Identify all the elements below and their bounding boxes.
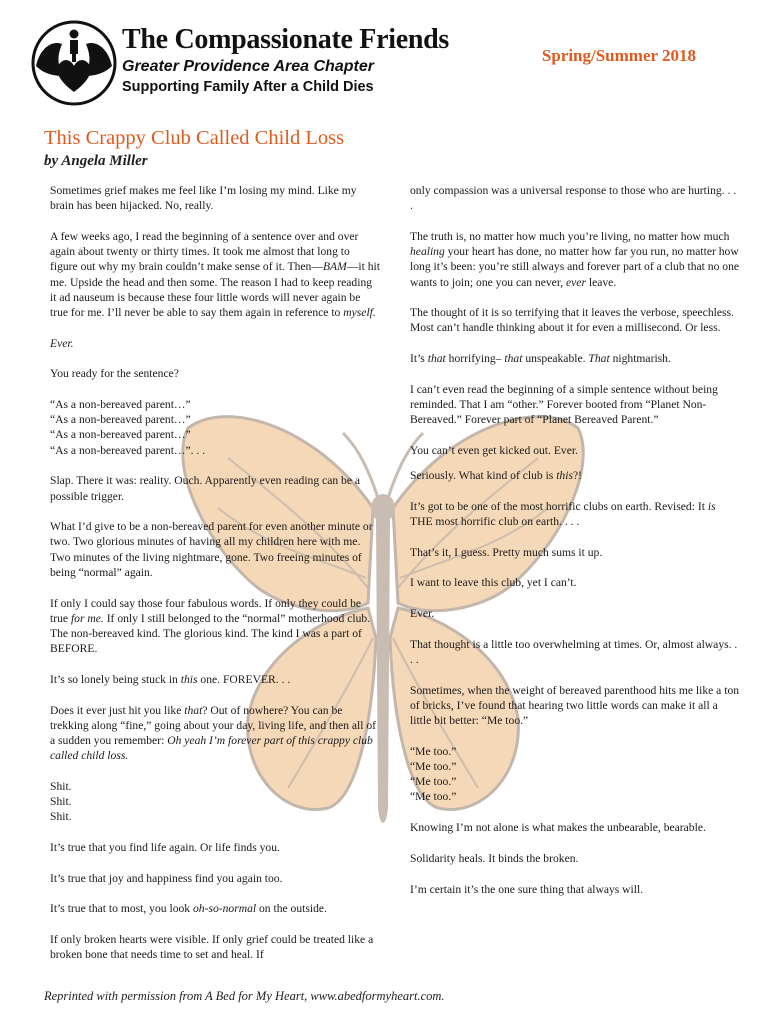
paragraph [410, 468, 740, 483]
quote-line: “As a non-bereaved parent…” [50, 428, 191, 442]
reprint-credit: Reprinted with permission from A Bed for My Heart, www.abedformyheart.com. [44, 989, 445, 1003]
emphasis: this [556, 469, 573, 483]
paragraph [50, 229, 380, 320]
line: “Me too.” [410, 790, 457, 804]
paragraph: It’s true that you find life again. Or life finds you. [50, 841, 280, 854]
text: It’s true that to most, you look [50, 902, 193, 916]
emphasis: for me. [70, 611, 104, 625]
line: “Me too.” [410, 744, 457, 758]
emphasis: that [504, 352, 523, 366]
issue-date: Spring/Summer 2018 [541, 46, 696, 65]
paragraph [410, 229, 740, 290]
text: THE most horrific club on earth. . . . [410, 515, 580, 529]
paragraph: The thought of it is so terrifying that it leaves the verbose, speechless. Most can’t handle thinking about it for even a millisecond. Or less. [410, 306, 734, 335]
text: It’s so lonely being stuck in [50, 672, 181, 686]
line: Shit. [50, 810, 72, 824]
text: ? Out of nowhere? You can be trekking along “fine,” going about your day, living life, and then all of a sudden you remember: [50, 703, 377, 747]
quote-line: “As a non-bereaved parent…” [50, 413, 191, 427]
paragraph: It’s true that joy and happiness find you again too. [50, 871, 283, 885]
line: “Me too.” [410, 760, 457, 774]
paragraph: Solidarity heals. It binds the broken. [410, 851, 579, 865]
paragraph: only compassion was a universal response to those who are hurting. . . . [410, 184, 737, 213]
org-name: The Compassionate Friends [122, 24, 449, 55]
article-column-right [410, 183, 740, 912]
paragraph [410, 499, 740, 529]
text: leave. [585, 275, 617, 289]
paragraph: I can’t even read the beginning of a simple sentence without being reminded. That I am “other.” Forever booted from “Planet Non-Bereaved.” Forever part of “Planet Bereaved Parent.” [410, 382, 718, 427]
me-too-block [410, 744, 740, 805]
text: one. FOREVER. . . [197, 672, 291, 686]
emphasis: That [588, 352, 610, 366]
chapter-name: Greater Providence Area Chapter [122, 58, 374, 75]
paragraph [50, 596, 380, 657]
paragraph: Slap. There it was: reality. Ouch. Apparently even reading can be a possible trigger. [50, 474, 361, 503]
emphasis: healing [410, 245, 445, 259]
paragraph: Sometimes grief makes me feel like I’m losing my mind. Like my brain has been hijacked. No, really. [50, 184, 357, 213]
emphasis: that [184, 703, 203, 717]
paragraph [410, 351, 740, 366]
paragraph: Ever. [410, 607, 435, 621]
emphasis: oh-so-normal [192, 902, 257, 916]
paragraph: I want to leave this club, yet I can’t. [410, 576, 577, 590]
text: If only I still belonged to the “normal” motherhood club. The non-bereaved kind. The glorious kind. The kind I was a part of BEFORE. [50, 611, 371, 656]
article-column-left [50, 183, 380, 978]
quote-line: “As a non-bereaved parent…” [50, 398, 191, 412]
line: Shit. [50, 779, 72, 793]
paragraph: That thought is a little too overwhelming at times. Or, almost always. . . . [410, 637, 738, 667]
emphasis: ever [566, 275, 586, 289]
paragraph [50, 672, 380, 687]
paragraph: You ready for the sentence? [50, 367, 179, 381]
text: ?! [572, 469, 582, 483]
text: unspeakable. [522, 352, 589, 366]
text: It’s got to be one of the most horrific clubs on earth. Revised: It [410, 499, 708, 513]
text: If only I could say those four fabulous words. If only they could be true [50, 596, 362, 625]
article-title: This Crappy Club Called Child Loss [44, 127, 345, 149]
tagline: Supporting Family After a Child Dies [122, 79, 374, 95]
paragraph: I’m certain it’s the one sure thing that always will. [410, 882, 644, 896]
paragraph [50, 703, 380, 764]
compassionate-friends-logo-icon [28, 18, 120, 108]
text: The truth is, no matter how much you’re living, no matter how much [410, 229, 730, 243]
paragraph: You can’t even get kicked out. Ever. [410, 443, 578, 457]
line: “Me too.” [410, 775, 457, 789]
byline: by Angela Miller [44, 153, 148, 169]
paragraph: If only broken hearts were visible. If only grief could be treated like a broken bone that needs time to set and heal. If [50, 933, 374, 962]
text: A few weeks ago, I read the beginning of a sentence over and over again about twenty or thirty times. It took me almost that long to figure out why my brain couldn’t make sense of it. Then— [50, 229, 359, 274]
quote-line: “As a non-bereaved parent…”. . . [50, 443, 206, 457]
shit-block [50, 779, 380, 825]
line: Shit. [50, 795, 72, 809]
paragraph [50, 336, 380, 351]
paragraph: What I’d give to be a non-bereaved parent for even another minute or two. Two glorious minutes of having all my children here with me. Two minutes of the living nightmare, gone. Two freeing minutes of being “normal” again. [50, 520, 373, 579]
emphasis: Ever. [50, 336, 74, 350]
quote-block [50, 397, 380, 458]
text: Seriously. What kind of club is [410, 469, 557, 483]
paragraph: Knowing I’m not alone is what makes the unbearable, bearable. [410, 821, 706, 835]
text: horrifying– [445, 352, 505, 366]
text: It’s [410, 352, 428, 366]
paragraph: Sometimes, when the weight of bereaved parenthood hits me like a ton of bricks, I’ve found that hearing two little words can make it all a little bit better: “Me too.” [410, 683, 740, 728]
text: on the outside. [256, 902, 327, 916]
text: nightmarish. [609, 352, 671, 366]
emphasis: myself. [343, 305, 376, 319]
emphasis: this [180, 672, 198, 686]
text: Does it ever just hit you like [50, 703, 185, 717]
text: —it hit me. Upside the head and then some. The reason I had to keep reading it ad nauseum is because these four little words will never again be true for me. I’ll never be able to say them again in reference to [50, 260, 380, 319]
emphasis: is [707, 499, 716, 513]
paragraph [50, 901, 380, 916]
paragraph: That’s it, I guess. Pretty much sums it up. [410, 545, 603, 559]
emphasis: BAM [322, 260, 347, 274]
emphasis: Oh yeah I’m forever part of this crappy club called child loss. [50, 733, 373, 763]
emphasis: that [427, 352, 446, 366]
text: your heart has done, no matter how far you run, no matter how long it’s been: you’re still always and forever part of a club that no one wants to join; one you can never, [410, 245, 740, 289]
